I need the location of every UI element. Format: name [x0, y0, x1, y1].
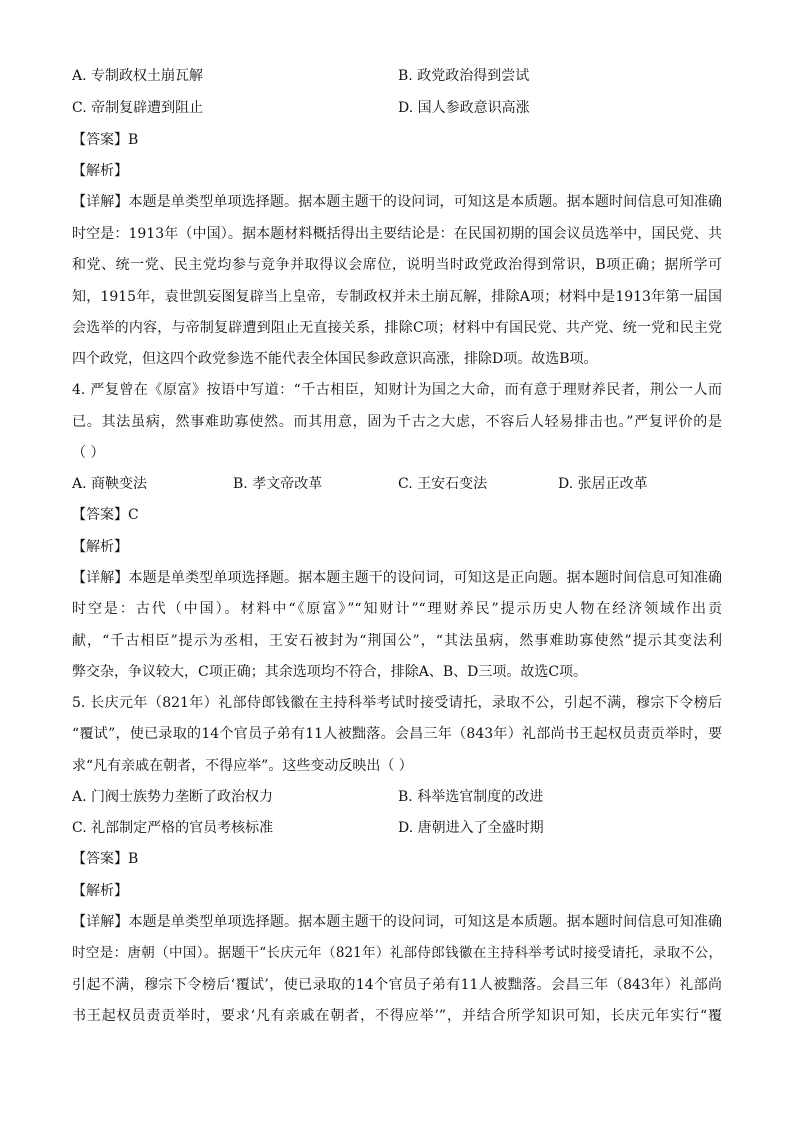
q4-option-c: C. 王安石变法 [398, 476, 488, 492]
q4-detail-line: 献，“千古相臣”提示为丞相，王安石被封为“荆国公”，“其法虽病，然事难助寡使然”提示其变法利 [72, 633, 722, 649]
q3-detail-line: 四个政党，但这四个政党参选不能代表全体国民参政意识高涨，排除D项。故选B项。 [72, 351, 598, 367]
q4-detail-line: 【详解】本题是单类型单项选择题。据本题主题干的设问词，可知这是正向题。据本题时间信息可知准确 [72, 570, 722, 586]
q4-stem-line: （ ） [72, 445, 105, 461]
q3-option-c: C. 帝制复辟遭到阻止 [72, 100, 204, 116]
q5-analysis-label: 【解析】 [72, 883, 128, 899]
q4-detail-line: 时空是：古代（中国）。材料中“《原富》”“知财计”“理财养民”提示历史人物在经济领域作出贡 [72, 601, 722, 617]
q4-answer: 【答案】C [72, 507, 139, 523]
q3-option-a: A. 专制政权土崩瓦解 [72, 68, 204, 84]
q3-answer: 【答案】B [72, 132, 139, 148]
q4-stem-line: 4. 严复曾在《原富》按语中写道：“千古相臣，知财计为国之大命，而有意于理财养民者，荆公一人而 [72, 382, 722, 398]
q5-option-d: D. 唐朝进入了全盛时期 [398, 820, 544, 836]
q3-detail-line: 知，1915年，袁世凯妄图复辟当上皇帝，专制政权并未土崩瓦解，排除A项；材料中是1913年第一届国 [72, 289, 722, 305]
q5-detail-line: 引起不满，穆宗下令榜后‘覆试’，使已录取的14个官员子弟有11人被黜落。会昌三年（843年）礼部尚 [72, 977, 722, 993]
q5-option-b: B. 科举选官制度的改进 [398, 789, 544, 805]
q4-analysis-label: 【解析】 [72, 539, 128, 555]
q4-option-a: A. 商鞅变法 [72, 476, 148, 492]
q5-option-c: C. 礼部制定严格的官员考核标准 [72, 820, 274, 836]
q5-stem-line: 求“凡有亲戚在朝者，不得应举”。这些变动反映出（ ） [72, 758, 413, 774]
q5-option-a: A. 门阀士族势力垄断了政治权力 [72, 789, 274, 805]
q5-stem-line: “覆试”，使已录取的14个官员子弟有11人被黜落。会昌三年（843年）礼部尚书王起权员责贡举时，要 [72, 726, 722, 742]
q4-stem-line: 已。其法虽病，然事难助寡使然。而其用意，固为千古之大虑，不容后人轻易排击也。”严复评价的是 [72, 414, 722, 430]
q4-detail-line: 弊交杂，争议较大，C项正确；其余选项均不符合，排除A、B、D三项。故选C项。 [72, 664, 588, 680]
q5-detail-line: 书王起权员责贡举时，要求‘凡有亲戚在朝者，不得应举’”，并结合所学知识可知，长庆元年实行“覆 [72, 1008, 722, 1024]
q4-option-d: D. 张居正改革 [558, 476, 648, 492]
q3-detail-line: 会选举的内容，与帝制复辟遭到阻止无直接关系，排除C项；材料中有国民党、共产党、统一党和民主党 [72, 320, 722, 336]
q5-answer: 【答案】B [72, 851, 139, 867]
q3-analysis-label: 【解析】 [72, 163, 128, 179]
q3-detail-line: 和党、统一党、民主党均参与竞争并取得议会席位，说明当时政党政治得到常识，B项正确；据所学可 [72, 257, 722, 273]
q3-option-b: B. 政党政治得到尝试 [398, 68, 530, 84]
q5-detail-line: 【详解】本题是单类型单项选择题。据本题主题干的设问词，可知这是本质题。据本题时间信息可知准确 [72, 914, 722, 930]
q5-stem-line: 5. 长庆元年（821年）礼部侍郎钱徽在主持科举考试时接受请托，录取不公，引起不满，穆宗下令榜后 [72, 695, 722, 711]
q3-detail-line: 【详解】本题是单类型单项选择题。据本题主题干的设问词，可知这是本质题。据本题时间信息可知准确 [72, 194, 722, 210]
q5-detail-line: 时空是：唐朝（中国）。据题干“长庆元年（821年）礼部侍郎钱徽在主持科举考试时接受请托，录取不公， [72, 945, 722, 961]
q3-option-d: D. 国人参政意识高涨 [398, 100, 530, 116]
q4-option-b: B. 孝文帝改革 [233, 476, 323, 492]
q3-detail-line: 时空是：1913年（中国）。据本题材料概括得出主要结论是：在民国初期的国会议员选举中，国民党、共 [72, 226, 722, 242]
